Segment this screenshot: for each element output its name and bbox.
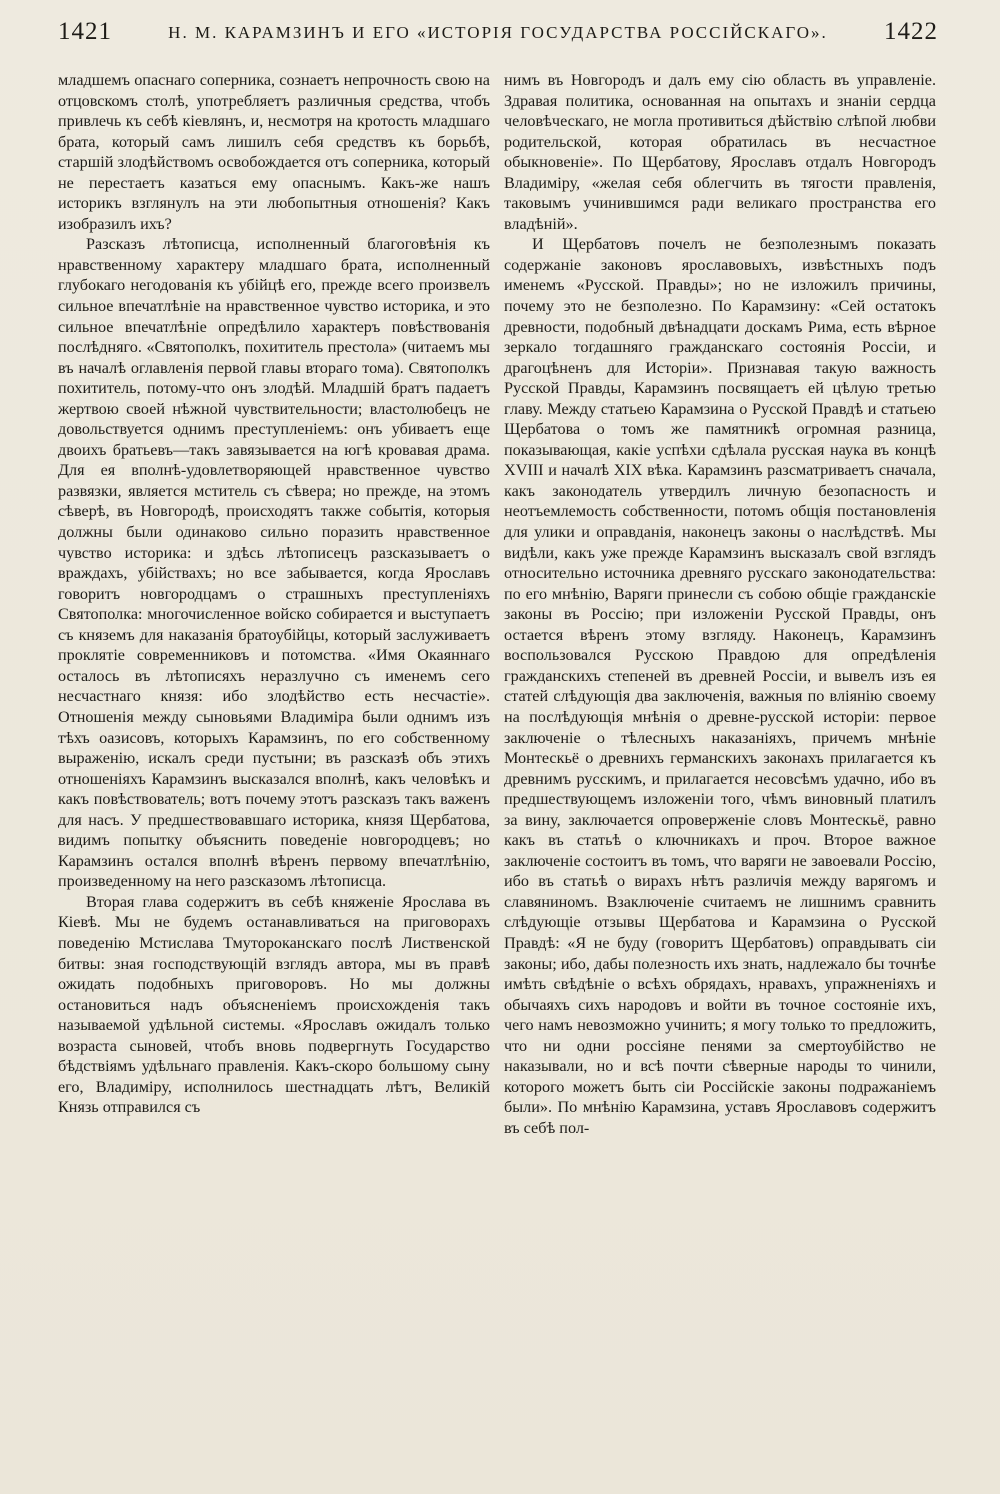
running-title: Н. М. КАРАМЗИНЪ И ЕГО «ИСТОРІЯ ГОСУДАРСТВА РОССІЙСКАГО». (168, 23, 828, 42)
page-number-left: 1421 (58, 18, 112, 45)
paragraph: И Щербатовъ почелъ не безполезнымъ показать содержаніе законовъ ярославовыхъ, извѣстныхъ подъ именемъ «Русской. Правды»; но не изложилъ причины, почему это не безполезно. По Карамзину: «Сей остатокъ древности, подобный двѣнадцати доскамъ Рима, есть вѣрное зеркало тогдашняго гражданскаго состоянія Россіи, и драгоцѣненъ для Исторіи». Признавая такую важность Русской Правды, Карамзинъ посвящаетъ ей цѣлую третью главу. Между статьею Карамзина о Русской Правдѣ и статьею Щербатова о томъ же памятникѣ огромная разница, показывающая, какіе успѣхи сдѣлала русская наука въ концѣ XVIII и началѣ XIX вѣка. Карамзинъ разсматриваетъ сначала, какъ законодатель утвердилъ личную безопасность и неотъемлемость собственности, потомъ общія постановленія для улики и оправданія, наконецъ законы о наслѣдствѣ. Мы видѣли, какъ уже прежде Карамзинъ высказалъ свой взглядъ относительно источника древняго русскаго законодательства: по его мнѣнію, Варяги принесли съ собою общіе гражданскіе законы въ Россію; при изложеніи Русской Правды, онъ остается вѣренъ этому взгляду. Наконецъ, Карамзинъ воспользовался Русскою Правдою для опредѣленія гражданскихъ степеней въ древней Россіи, и вывелъ изъ ея статей слѣдующія два заключенія, важныя по вліянію своему на послѣдующія мнѣнія о древне-русской исторіи: первое заключеніе о тѣлесныхъ наказаніяхъ, причемъ мнѣніе Монтескьё о древнихъ германскихъ законахъ прилагается къ древнимъ русскимъ, и прилагается несовсѣмъ удачно, ибо въ предшествующемъ изложеніи того, чѣмъ виновный платилъ за вину, заключается опроверженіе словъ Монтескьё, равно какъ въ статьѣ о ключникахъ и проч. Второе важное заключеніе состоитъ въ томъ, что варяги не завоевали Россію, ибо въ статьѣ о вирахъ нѣтъ различія между варягомъ и славяниномъ. Взаключеніе считаемъ не лишнимъ сравнить слѣдующіе отзывы Щербатова и Карамзина о Русской Правдѣ: «Я не буду (говоритъ Щербатовъ) оправдывать сіи законы; ибо, дабы полезность ихъ знать, надлежало бы точнѣе имѣть свѣдѣніе о всѣхъ обрядахъ, нравахъ, упражненіяхъ и обычаяхъ сихъ народовъ и войти въ точное состояніе ихъ, чего намъ невозможно учинить; я могу только то предложить, что ни одни россіяне пенями за смертоубійство не наказывали, но и всѣ почти сѣверные народы то чинили, которого можетъ быть сіи Россійскіе законы подражаніемъ были». По мнѣнію Карамзина, уставъ Ярославовъ содержитъ въ себѣ пол- (504, 235, 936, 1137)
paragraph: младшемъ опаснаго соперника, сознаетъ непрочность свою на отцовскомъ столѣ, употребляетъ различныя средства, чтобъ привлечь къ себѣ кіевлянъ, и, несмотря на кротость младшаго брата, который самъ лишилъ себя средствъ къ борьбѣ, старшій злодѣйствомъ освобождается отъ соперника, который не перестаетъ казаться ему опаснымъ. Какъ-же нашъ историкъ взглянулъ на эти любопытныя отношенія? Какъ изобразилъ ихъ? (58, 71, 490, 233)
paragraph: Разсказъ лѣтописца, исполненный благоговѣнія къ нравственному характеру младшаго брата, исполненный глубокаго негодованія къ убійцѣ его, прежде всего произвелъ сильное впечатлѣніе на нравственное чувство историка, и это сильное впечатлѣніе опредѣлило характеръ повѣствованія послѣдняго. «Святополкъ, похититель престола» (читаемъ мы въ началѣ оглавленія первой главы втораго тома). Святополкъ похититель, потому-что онъ злодѣй. Младшій братъ падаетъ жертвою своей нѣжной чувствительности; властолюбецъ не довольствуется однимъ преступленіемъ: онъ убиваетъ еще двоихъ братьевъ—такъ завязывается на югѣ кровавая драма. Для ея вполнѣ-удовлетворяющей нравственное чувство развязки, является мститель съ сѣвера; но прежде, на этомъ сѣверѣ, въ Новгородѣ, происходятъ также событія, которыя должны были одинаково сильно поразить нравственное чувство историка: и здѣсь лѣтописецъ разсказываетъ о враждахъ, убійствахъ; но все забывается, когда Ярославъ говоритъ новгородцамъ о страшныхъ преступленіяхъ Святополка: многочисленное войско собирается и выступаетъ съ княземъ для наказанія братоубійцы, который заслуживаетъ проклятіе современниковъ и потомства. «Имя Окаяннаго осталось въ лѣтописяхъ неразлучно съ именемъ сего несчастнаго князя: ибо злодѣйство есть несчастіе». Отношенія между сыновьями Владиміра были однимъ изъ тѣхъ оазисовъ, которыхъ Карамзинъ, по его собственному выраженію, искалъ среди пустыни; въ разсказѣ объ этихъ отношеніяхъ Карамзинъ высказался вполнѣ, какъ человѣкъ и какъ повѣствователь; вотъ почему этотъ разсказъ такъ важенъ для насъ. У предшествовавшаго историка, князя Щербатова, видимъ попытку объяснить поведеніе новгородцевъ; но Карамзинъ остался вполнѣ вѣренъ первому впечатлѣнію, произведенному на него разсказомъ лѣтописца. (58, 235, 490, 891)
paragraph: Вторая глава содержитъ въ себѣ княженіе Ярослава въ Кіевѣ. Мы не будемъ останавливаться на приговорахъ поведенію Мстислава Тмутороканскаго послѣ Лиственской битвы: зная господствующій взглядъ автора, мы въ правѣ ожидать подобныхъ приговоровъ. Но мы должны остановиться надъ объясненіемъ происхожденія такъ называемой удѣльной системы. «Ярославъ ожидалъ только возраста сыновей, чтобъ вновь подвергнуть Государство бѣдствіямъ удѣльнаго правленія. Какъ-скоро большому сыну его, Владиміру, исполнилось шестнадцать лѣтъ, Великій Князь отправился съ (58, 892, 490, 1117)
page-header (58, 18, 938, 54)
right-column (504, 70, 936, 1138)
paragraph: нимъ въ Новгородъ и далъ ему сію область въ управленіе. Здравая политика, основанная на опытахъ и знаніи сердца человѣческаго, не могла противиться дѣйствію слѣпой любви родительской, которая обратилась въ несчастное обыкновеніе». По Щербатову, Ярославъ отдалъ Новгородъ Владиміру, «желая себя облегчить въ тягости правленія, таковымъ учинившимся ради великаго пространства его владѣній». (504, 71, 936, 233)
page-number-right: 1422 (884, 18, 938, 45)
left-column (58, 70, 490, 1118)
